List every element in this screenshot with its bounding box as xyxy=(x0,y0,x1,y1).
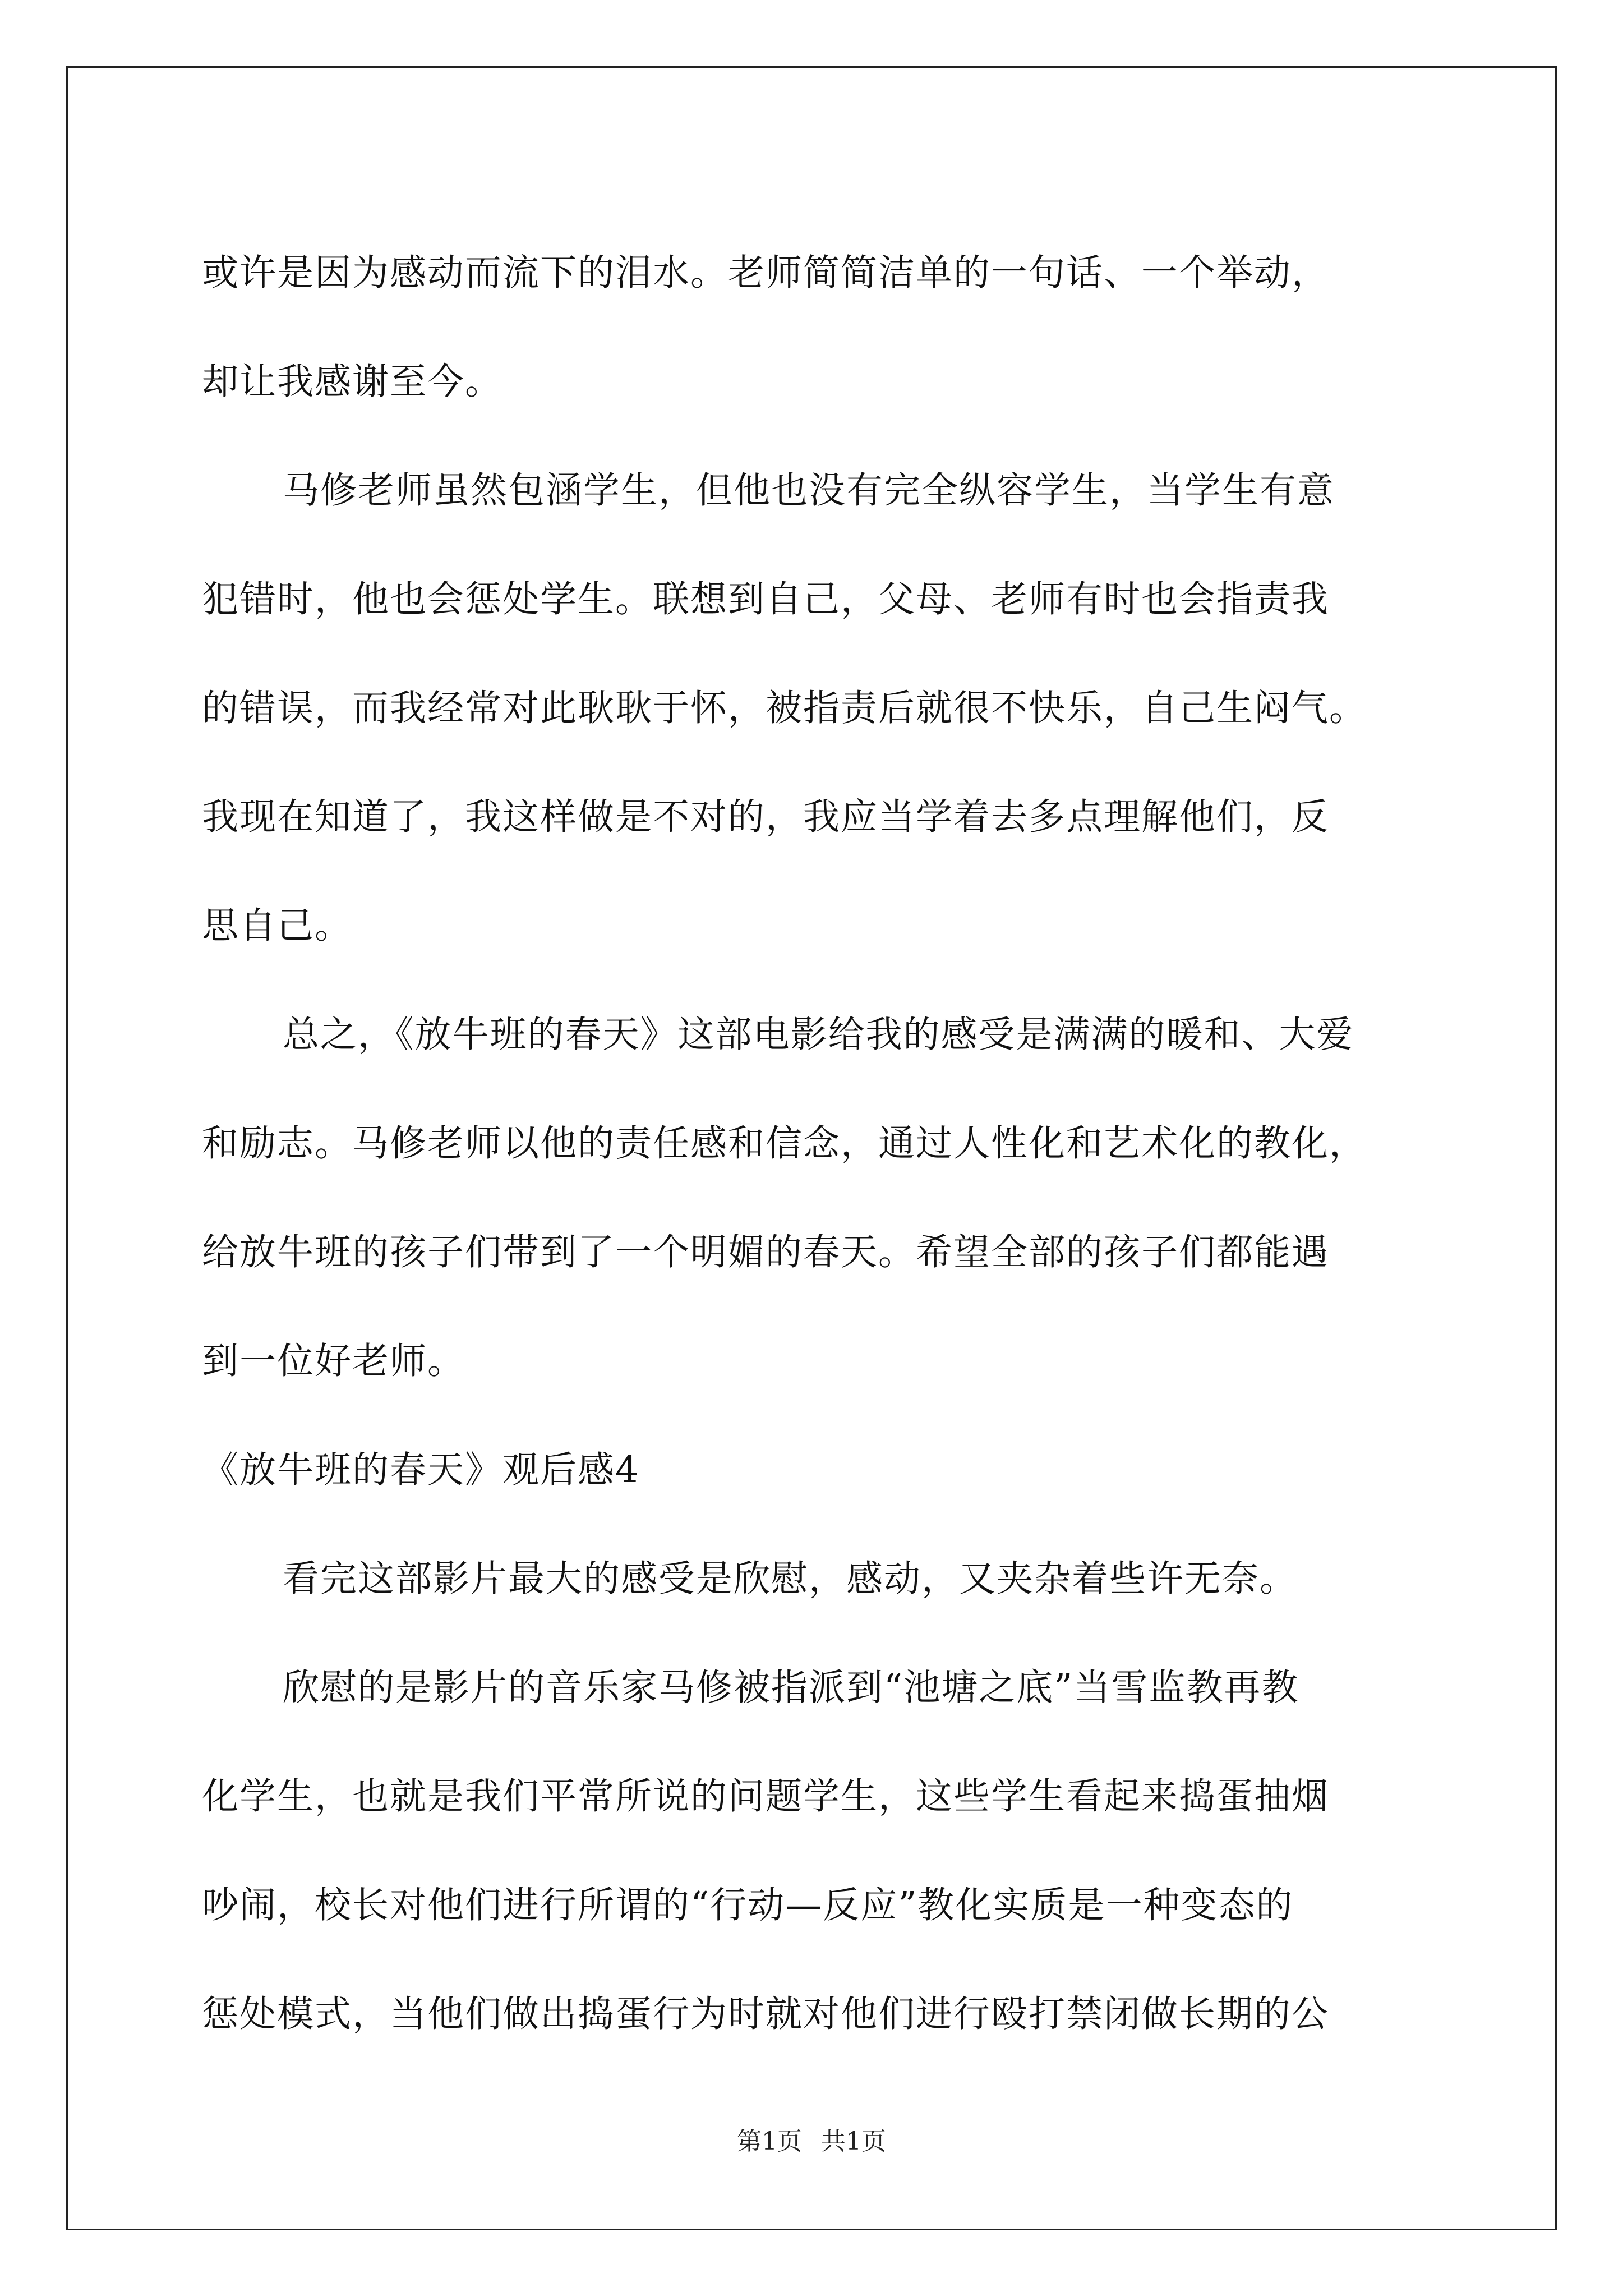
paragraph-start-line: 看完这部影片最大的感受是欣慰，感动，又夹杂着些许无奈。 xyxy=(283,1558,1298,1600)
section-heading: 《放牛班的春天》观后感4 xyxy=(202,1449,640,1491)
text-line: 思自己。 xyxy=(202,905,353,947)
text-line: 我现在知道了，我这样做是不对的，我应当学着去多点理解他们，反 xyxy=(202,796,1330,838)
text-line: 化学生，也就是我们平常所说的问题学生，这些学生看起来捣蛋抽烟 xyxy=(202,1775,1330,1818)
document-body xyxy=(202,219,1430,2069)
text-line: 犯错时，他也会惩处学生。联想到自己，父母、老师有时也会指责我 xyxy=(202,578,1330,620)
page-footer xyxy=(0,2125,1623,2159)
text-line: 惩处模式，当他们做出捣蛋行为时就对他们进行殴打禁闭做长期的公 xyxy=(202,1993,1330,2035)
text-line: 和励志。马修老师以他的责任感和信念，通过人性化和艺术化的教化， xyxy=(202,1122,1367,1165)
page-number: 第1页 xyxy=(737,2127,802,2156)
page-total: 共1页 xyxy=(821,2127,886,2156)
paragraph-start-line: 总之，《放牛班的春天》这部电影给我的感受是满满的暖和、大爱 xyxy=(283,1014,1354,1056)
text-line: 到一位好老师。 xyxy=(202,1340,465,1382)
text-line: 吵闹，校长对他们进行所谓的“行动—反应”教化实质是一种变态的 xyxy=(202,1884,1294,1926)
text-line: 的错误，而我经常对此耿耿于怀，被指责后就很不快乐，自己生闷气。 xyxy=(202,687,1367,729)
text-line: 或许是因为感动而流下的泪水。老师简简洁单的一句话、一个举动， xyxy=(202,252,1330,294)
paragraph-start-line: 欣慰的是影片的音乐家马修被指派到“池塘之底”当雪监教再教 xyxy=(283,1667,1299,1709)
text-line: 给放牛班的孩子们带到了一个明媚的春天。希望全部的孩子们都能遇 xyxy=(202,1231,1330,1273)
text-line: 却让我感谢至今。 xyxy=(202,361,503,403)
paragraph-start-line: 马修老师虽然包涵学生，但他也没有完全纵容学生，当学生有意 xyxy=(283,470,1335,512)
